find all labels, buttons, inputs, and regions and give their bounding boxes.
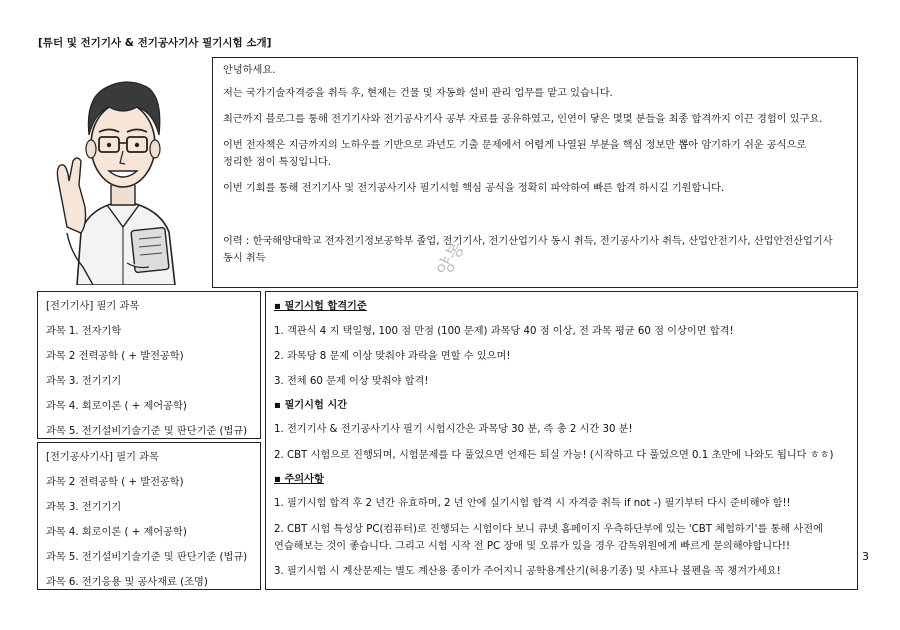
subject-item: 과목 5. 전기설비기술기준 및 판단기준 (법규) — [46, 552, 248, 563]
notes-item: 연습해보는 것이 좋습니다. 그리고 시험 시작 전 PC 장애 및 오류가 있을 경우 감독위원에게 빠르게 문의해야합니다!! — [274, 541, 791, 552]
intro-paragraph: 정리한 점이 특징입니다. — [223, 157, 332, 168]
subject-item: 과목 2 전력공학 ( + 발전공학) — [46, 351, 184, 362]
exam-time-item: 2. CBT 시험으로 진행되며, 시험문제를 다 풀었으면 언제든 퇴실 가능! (시작하고 다 풀었으면 0.1 초만에 나와도 됩니다 ㅎㅎ) — [274, 450, 834, 461]
notes-item: 2. CBT 시험 특성상 PC(컴퓨터)로 진행되는 시험이다 보니 큐넷 홈페이지 우측하단부에 있는 'CBT 체험하기'를 통해 사전에 — [274, 524, 823, 535]
tutor-portrait-illustration — [37, 57, 209, 285]
subjects-header: [전기기사] 필기 과목 — [46, 301, 140, 312]
intro-greeting: 안녕하세요. — [223, 65, 276, 76]
subject-item: 과목 3. 전기기기 — [46, 376, 122, 387]
notes-item: 3. 필기시험 시 계산문제는 별도 계산용 종이가 주어지니 공학용계산기(허용기종) 및 샤프나 볼펜을 꼭 챙겨가세요! — [274, 566, 781, 577]
intro-paragraph: 이번 전자책은 지금까지의 노하우를 기반으로 과년도 기출 문제에서 어렵게 나열된 부분을 핵심 정보만 뽑아 암기하기 쉬운 공식으로 — [223, 140, 807, 151]
exam-info-box — [265, 291, 858, 590]
subject-item: 과목 6. 전기응용 및 공사재료 (조명) — [46, 577, 208, 588]
intro-paragraph: 이번 기회를 통해 전기기사 및 전기공사기사 필기시험 핵심 공식을 정확히 파악하여 빠른 합격 하시길 기원합니다. — [223, 183, 725, 194]
electrical-engineer-subjects-box — [37, 291, 261, 439]
pass-criteria-item: 2. 과목당 8 문제 이상 맞춰야 과락을 면할 수 있으며! — [274, 351, 511, 362]
pass-criteria-header: ▪ 필기시험 합격기준 — [274, 301, 367, 312]
pass-criteria-item: 3. 전체 60 문제 이상 맞춰야 합격! — [274, 376, 429, 387]
subject-item: 과목 2 전력공학 ( + 발전공학) — [46, 477, 184, 488]
intro-paragraph: 최근까지 블로그를 통해 전기기사와 전기공사기사 공부 자료를 공유하였고, 인연이 닿은 몇몇 분들을 최종 합격까지 이끈 경험이 있구요. — [223, 114, 823, 125]
subject-item: 과목 3. 전기기기 — [46, 502, 122, 513]
notes-header: ▪ 주의사항 — [274, 474, 324, 485]
tutor-introduction-box — [212, 57, 858, 288]
career-line: 동시 취득 — [223, 253, 266, 264]
career-line: 이력 : 한국해양대학교 전자전기정보공학부 졸업, 전기기사, 전기산업기사 동시 취득, 전기공사기사 취득, 산업안전기사, 산업안전산업기사 — [223, 236, 833, 247]
subject-item: 과목 4. 회로이론 ( + 제어공학) — [46, 527, 187, 538]
subject-item: 과목 5. 전기설비기술기준 및 판단기준 (법규) — [46, 426, 248, 437]
page-number: 3 — [862, 550, 869, 563]
subjects-header: [전기공사기사] 필기 과목 — [46, 452, 159, 463]
notes-item: 1. 필기시험 합격 후 2 년간 유효하며, 2 년 안에 실기시험 합격 시 자격증 취득 if not -) 필기부터 다시 준비해야 함!! — [274, 498, 791, 509]
watermark: 양봉 — [433, 237, 470, 280]
subject-item: 과목 4. 회로이론 ( + 제어공학) — [46, 401, 187, 412]
subject-item: 과목 1. 전자기학 — [46, 326, 122, 337]
exam-time-header: ▪ 필기시험 시간 — [274, 400, 348, 411]
intro-paragraph: 저는 국가기술자격증을 취득 후, 현재는 건물 및 자동화 설비 관리 업무를 맡고 있습니다. — [223, 88, 613, 99]
pass-criteria-item: 1. 객관식 4 지 택일형, 100 점 만점 (100 문제) 과목당 40 점 이상, 전 과목 평균 60 점 이상이면 합격! — [274, 326, 734, 337]
construction-engineer-subjects-box — [37, 442, 261, 590]
exam-time-item: 1. 전기기사 & 전기공사기사 필기 시험시간은 과목당 30 분, 즉 총 2 시간 30 분! — [274, 424, 633, 435]
page-title: [튜터 및 전기기사 & 전기공사기사 필기시험 소개] — [38, 37, 272, 49]
